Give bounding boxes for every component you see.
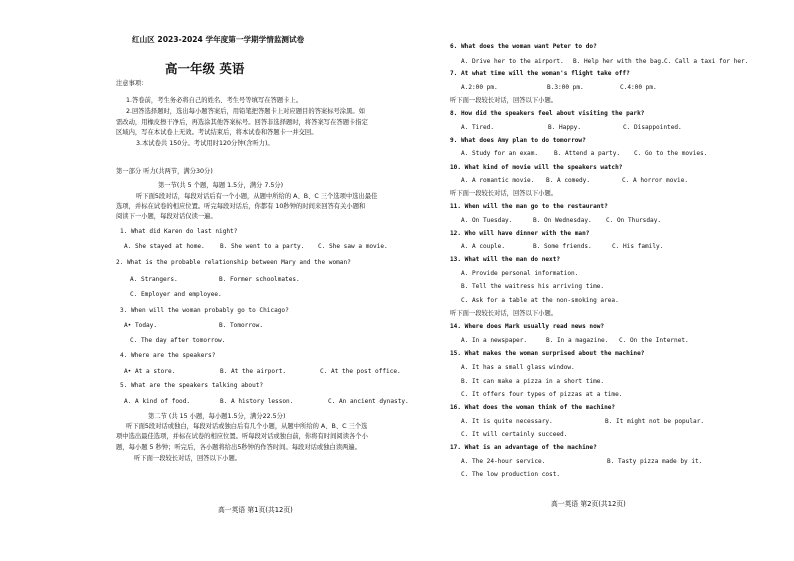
part1-heading: 第一部分 听力(共两节，满分30分): [116, 168, 213, 175]
option-c: C. A horror movie.: [622, 177, 689, 184]
question-stem: 13. What will the man do next?: [450, 256, 561, 263]
page-footer: 高一英语 第1页(共12页): [218, 506, 293, 514]
option-a: A. A kind of food.: [124, 398, 191, 405]
instruction-line: 项中选出最佳选项，并标在试卷的相应位置。听每段对话或独白前，你将有时间阅读各个小: [116, 433, 368, 440]
option-a: A. Provide personal information.: [461, 270, 579, 277]
question-stem: 11. When will the man go to the restaurant?: [450, 203, 608, 210]
option-c: C. At the post office.: [320, 368, 401, 375]
option-b: B. A history lesson.: [220, 398, 294, 405]
instruction-line: 阅读下一小题，每段对话仅读一遍。: [116, 213, 217, 220]
question-stem: 1. What did Karen do last night?: [120, 228, 238, 235]
option-c: C. Ask for a table at the non-smoking area.: [461, 297, 619, 304]
instruction-line: 选项，并标在试卷的相应位置。听完每段对话后，你都有 10秒钟的时间来回答有关小题和: [116, 203, 366, 210]
option-a: A. On Tuesday.: [461, 217, 513, 224]
question-stem: 5. What are the speakers talking about?: [120, 382, 264, 389]
option-b: B. Help her with the bag.: [573, 58, 665, 65]
exam-title: 红山区 2023-2024 学年度第一学期学情监测试卷: [132, 35, 305, 44]
option-a: A. Strangers.: [130, 276, 178, 283]
question-stem: 12. Who will have dinner with the man?: [450, 230, 590, 237]
option-b: B. It can make a pizza in a short time.: [461, 378, 605, 385]
option-a: A• At a store.: [124, 368, 176, 375]
option-a: A. A romantic movie.: [461, 177, 535, 184]
option-b: B. A comedy.: [546, 177, 591, 184]
question-stem: 2. What is the probable relationship between Mary and the woman?: [116, 259, 351, 266]
notes-heading: 注意事项：: [116, 80, 148, 87]
instruction-line: 听下面5段对话，每段对话后有一个小题，从题中所给的 A、B、C 三个选项中选出最佳: [136, 193, 378, 200]
question-stem: 4. Where are the speakers?: [120, 352, 216, 359]
note-line: 1.答卷前，考生务必将自己的姓名、考生号等填写在答题卡上。: [126, 97, 303, 104]
exam-page-2: [397, 0, 794, 561]
option-b: B. Some friends.: [533, 243, 592, 250]
note-line: 区域内，写在本试卷上无效。考试结束后，将本试卷和答题卡一并交回。: [116, 129, 318, 136]
option-b: B. Tell the waitress his arriving time.: [461, 283, 605, 290]
option-b: B. Happy.: [548, 124, 582, 131]
option-a: A. Study for an exam.: [461, 150, 539, 157]
option-c: C. It offers four types of pizzas at a time.: [461, 391, 623, 398]
option-c: C. She saw a movie.: [318, 243, 388, 250]
option-a: A. A couple.: [461, 243, 506, 250]
option-b: B. In a magazine.: [546, 337, 609, 344]
listen-prompt: 听下面一段较长对话，回答以下小题。: [134, 455, 242, 462]
option-a: A. Tired.: [461, 124, 495, 131]
option-a: A. She stayed at home.: [124, 243, 205, 250]
option-a: A. The 24-hour service.: [461, 458, 546, 465]
option-b: B. At the airport.: [220, 368, 287, 375]
question-stem: 7. At what time will the woman's flight take off?: [450, 70, 630, 77]
option-a: A.2:00 pm.: [461, 84, 498, 91]
instruction-line: 听下面5段对话或独白，每段对话或独白后有几个小题，从题中所给的 A、B、C 三个选: [126, 423, 368, 430]
option-b: B. On Wednesday.: [533, 217, 592, 224]
option-c: C. His family.: [612, 243, 664, 250]
option-b: B. She went to a party.: [220, 243, 305, 250]
option-c: C. On the Internet.: [619, 337, 689, 344]
option-c: C.4:00 pm.: [620, 84, 657, 91]
question-stem: 8. How did the speakers feel about visiting the park?: [450, 110, 645, 117]
option-a: A• Today.: [124, 322, 158, 329]
question-stem: 10. What kind of movie will the speakers watch?: [450, 164, 623, 171]
section1-heading: 第一节(共 5 个题，每题 1.5分，满分 7.5分): [158, 182, 284, 189]
option-c: C. The low production cost.: [461, 471, 561, 478]
option-b: B. Attend a party.: [554, 150, 621, 157]
option-b: B.3:00 pm.: [547, 84, 584, 91]
option-c: C. Employer and employee.: [130, 291, 222, 298]
question-stem: 17. What is an advantage of the machine?: [450, 444, 597, 451]
option-c: C. Go to the movies.: [634, 150, 708, 157]
page-footer: 高一英语 第2页(共12页): [551, 500, 626, 508]
note-line: 3.本试卷共 150分。考试用时120分钟(含听力)。: [136, 140, 274, 147]
question-stem: 9. What does Amy plan to do tomorrow?: [450, 137, 586, 144]
option-c: C. An ancient dynasty.: [328, 398, 409, 405]
option-c: C. It will certainly succeed.: [461, 431, 568, 438]
option-a: A. It is quite necessary.: [461, 418, 553, 425]
question-stem: 16. What does the woman think of the machine?: [450, 404, 616, 411]
listen-prompt: 听下面一段较长对话，回答以下小题。: [450, 190, 558, 197]
note-line: 2.回答选择题时，选出每小题答案后，用铅笔把答题卡上对应题目的答案标号涂黑。如: [126, 108, 365, 115]
grade-subject-title: 高一年级 英语: [165, 61, 245, 76]
listen-prompt: 听下面一段较长对话，回答以下小题。: [450, 310, 558, 317]
option-b: B. It might not be popular.: [605, 418, 705, 425]
listen-prompt: 听下面一段较长对话，回答以下小题。: [450, 97, 558, 104]
option-b: B. Tomorrow.: [219, 322, 264, 329]
option-b: B. Former schoolmates.: [219, 276, 300, 283]
instruction-line: 题，每小题 5 秒钟；听完后，各小题将给出5秒钟的作答时间。每段对话或独白读两遍。: [116, 444, 362, 451]
question-stem: 15. What makes the woman surprised about the machine?: [450, 350, 645, 357]
option-a: A. It has a small glass window.: [461, 364, 575, 371]
question-stem: 14. Where does Mark usually read news now?: [450, 323, 605, 330]
section2-heading: 第二节 (共 15 小题，每小题1.5分，满分22.5分): [148, 413, 286, 420]
note-line: 需改动，用橡皮擦干净后，再选涂其他答案标号。回答非选择题时，将答案写在答题卡指定: [116, 119, 368, 126]
option-c: C. Disappointed.: [623, 124, 682, 131]
option-c: C. On Thursday.: [606, 217, 662, 224]
option-c: C. Call a taxi for her.: [664, 58, 749, 65]
question-stem: 6. What does the woman want Peter to do?: [450, 43, 597, 50]
question-stem: 3. When will the woman probably go to Chicago?: [120, 307, 289, 314]
option-a: A. In a newspaper.: [461, 337, 528, 344]
option-b: B. Tasty pizza made by it.: [607, 458, 703, 465]
option-c: C. The day after tomorrow.: [130, 337, 226, 344]
option-a: A. Drive her to the airport.: [461, 58, 564, 65]
